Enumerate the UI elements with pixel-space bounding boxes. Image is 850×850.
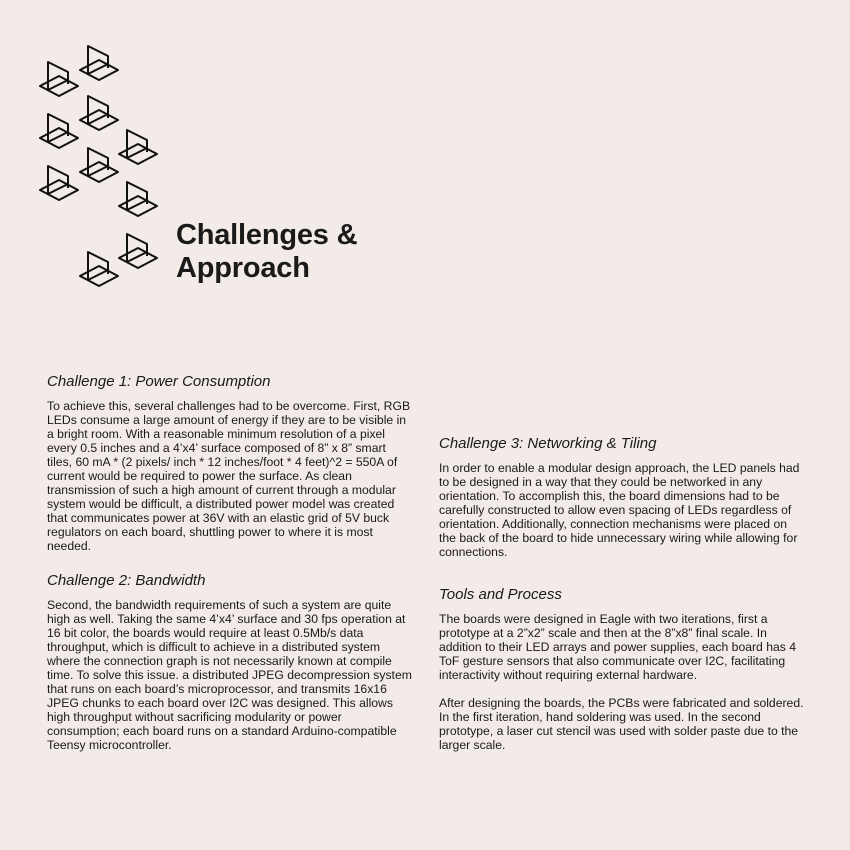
tile-icon — [40, 114, 78, 148]
section-paragraph: After designing the boards, the PCBs were fabricated and soldered. In the first iteration, hand soldering was used. In the second prototype, a laser cut stencil was used with solder paste due to the larger scale. — [439, 696, 804, 752]
section-paragraph: To achieve this, several challenges had to be overcome. First, RGB LEDs consume a large amount of energy if they are to be visible in a bright room. With a reasonable minimum resolution of a pixel every 0.5 inches and a 4’x4’ surface composed of 8” x 8” smart tiles, 60 mA * (2 pixels/ inch * 12 inches/foot * 4 feet)^2 = 550A of current would be required to power the surface. As clean transmission of such a high amount of current through a modular system would be difficult, a distributed power model was created that communicates power at 36V with an elastic grid of 5V buck regulators on each board, shuttling power to where it is most needed. — [47, 399, 411, 553]
title-line-2: Approach — [176, 252, 310, 284]
left-column — [47, 373, 412, 752]
tile-icon — [80, 46, 118, 80]
section-paragraph: Second, the bandwidth requirements of such a system are quite high as well. Taking the same 4’x4’ surface and 30 fps operation at 16 bit color, the boards would require at least 0.5Mb/s data throughput, which is difficult to achieve in a distributed system where the connection graph is not necessarily known at compile time. To solve this issue. a distributed JPEG decompression system that runs on each board’s microprocessor, and transmits 16x16 JPEG chunks to each board over I2C was designed. This allows high throughput without sacrificing modularity or power consumption; each board runs on a standard Arduino-compatible Teensy microcontroller. — [47, 598, 412, 752]
section-heading: Challenge 1: Power Consumption — [47, 373, 271, 390]
title-line-1: Challenges & — [176, 219, 358, 251]
tile-icon — [40, 62, 78, 96]
tile-logo — [0, 0, 180, 300]
tile-icon — [119, 182, 157, 216]
tile-icon — [119, 130, 157, 164]
tile-icon — [80, 252, 118, 286]
section-heading: Challenge 3: Networking & Tiling — [439, 435, 657, 452]
section-heading: Tools and Process — [439, 586, 562, 603]
tile-icon — [80, 148, 118, 182]
section-tools-process — [439, 586, 804, 752]
section-bandwidth — [47, 572, 412, 752]
page-title — [176, 219, 357, 285]
tile-icon — [80, 96, 118, 130]
right-column — [439, 435, 804, 752]
section-paragraph: The boards were designed in Eagle with two iterations, first a prototype at a 2”x2” scale and then at the 8”x8” final scale. In addition to their LED arrays and power supplies, each board has 4 ToF gesture sensors that also communicate over I2C, facilitating interactivity without requiring external hardware. — [439, 612, 797, 682]
section-heading: Challenge 2: Bandwidth — [47, 572, 206, 589]
section-paragraph: In order to enable a modular design approach, the LED panels had to be designed in a way that they could be networked in any orientation. To accomplish this, the board dimensions had to be carefully constructed to allow even spacing of LEDs regardless of orientation. Additionally, connection mechanisms were placed on the back of the board to hide unnecessary wiring while allowing for connections. — [439, 461, 800, 559]
section-power-consumption — [47, 373, 412, 553]
tile-icon — [119, 234, 157, 268]
tile-icon — [40, 166, 78, 200]
section-networking-tiling — [439, 435, 804, 559]
